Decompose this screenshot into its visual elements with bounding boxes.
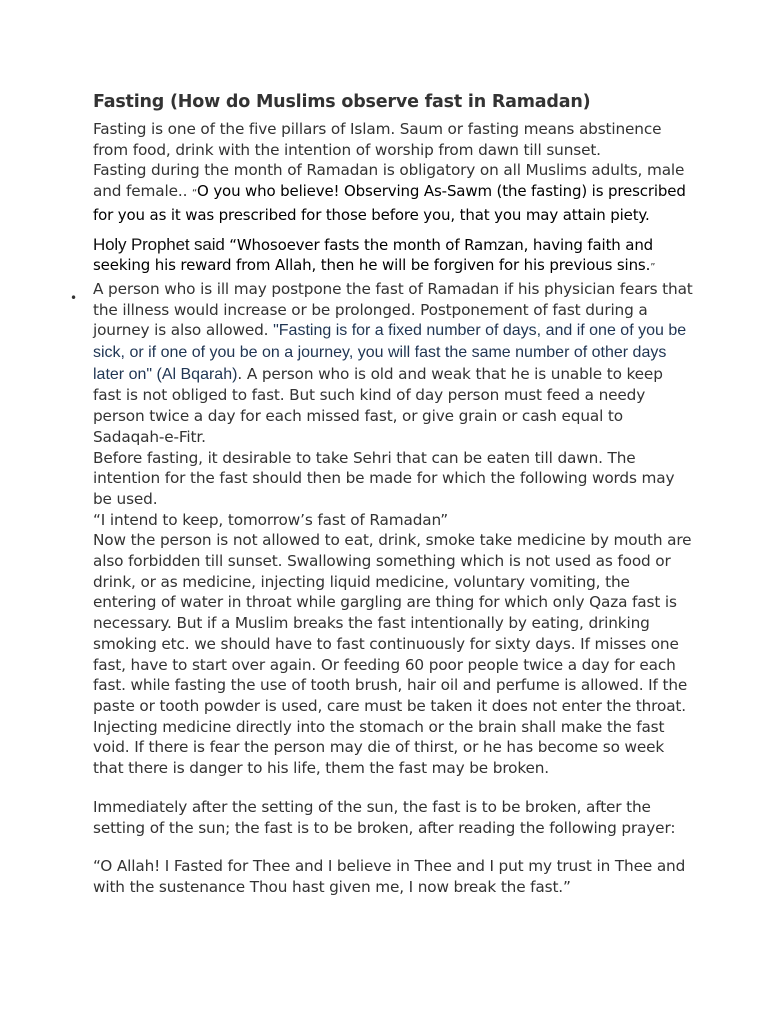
document-body bbox=[93, 89, 693, 898]
paragraph-rules: Now the person is not allowed to eat, drink, smoke take medicine by mouth are also forbidden till sunset. Swallowing something which is not used as food or drink, or as medicine, injecting liquid medicine, voluntary vomiting, the entering of water in throat while gargling are thing for which only Qaza fast is necessary. But if a Muslim breaks the fast intentionally by eating, drinking smoking etc. we should have to fast continuously for sixty days. If misses one fast, have to start over again. Or feeding 60 poor people twice a day for each fast. while fasting the use of tooth brush, hair oil and perfume is allowed. If the paste or tooth powder is used, care must be taken it does not enter the throat. Injecting medicine directly into the stomach or the brain shall make the fast void. If there is fear the person may die of thirst, or he has become so week that there is danger to his life, them the fast may be broken. bbox=[93, 531, 692, 778]
exemptions-text: A person who is ill may postpone the fast of Ramadan if his physician fears that the illness would increase or be prolonged. Postponement of fast during a journey is also allowed. bbox=[93, 279, 693, 340]
paragraph-pillars: Fasting is one of the five pillars of Islam. Saum or fasting means abstinence from food, drink with the intention of worship from dawn till sunset. bbox=[93, 120, 662, 159]
paragraph-exemptions bbox=[93, 279, 693, 448]
al-baqarah-quote: "Fasting is for a fixed number of days, and if one of you be sick, or if one of you be on a journey, you will fast the same number of other days later on" (Al Bqarah) bbox=[93, 322, 687, 383]
obligation-text: Fasting during the month of Ramadan is obligatory on all Muslims adults, male and female.. bbox=[93, 161, 685, 201]
bullet-marker: • bbox=[70, 291, 78, 305]
exemptions-text-continued: . A person who is old and weak that he is unable to keep fast is not obliged to fast. But such kind of day person must feed a needy person twice a day for each missed fast, or give grain or cash equal to Sadaqah-e-Fitr. bbox=[93, 364, 663, 446]
close-quote-mark: ” bbox=[650, 262, 656, 274]
intention-words: “I intend to keep, tomorrow’s fast of Ramadan” bbox=[93, 510, 448, 529]
paragraph-sehri: Before fasting, it desirable to take Sehri that can be eaten till dawn. The intention for the fast should then be made for which the following words may be used. bbox=[93, 448, 675, 508]
verse-period: . bbox=[645, 205, 650, 224]
hadith-quote: “Whosoever fasts the month of Ramzan, having faith and seeking his reward from Allah, then he will be forgiven for his previous sins. bbox=[93, 235, 654, 275]
page-title: Fasting (How do Muslims observe fast in Ramadan) bbox=[93, 92, 591, 112]
open-quote-mark: “ bbox=[192, 188, 198, 200]
prophet-lead: Holy Prophet said bbox=[93, 234, 230, 254]
paragraph-breaking-fast: Immediately after the setting of the sun, the fast is to be broken, after the setting of the sun; the fast is to be broken, after reading the following prayer: bbox=[93, 797, 676, 837]
iftar-prayer: “O Allah! I Fasted for Thee and I believe in Thee and I put my trust in Thee and with the sustenance Thou hast given me, I now break the fast.” bbox=[93, 857, 686, 896]
paragraph-prophet-saying bbox=[93, 235, 693, 279]
quran-verse-quote: O you who believe! Observing As-Sawm (the fasting) is prescribed for you as it was prescribed for those before you, that you may attain piety bbox=[93, 182, 686, 224]
paragraph-obligation bbox=[93, 160, 693, 225]
